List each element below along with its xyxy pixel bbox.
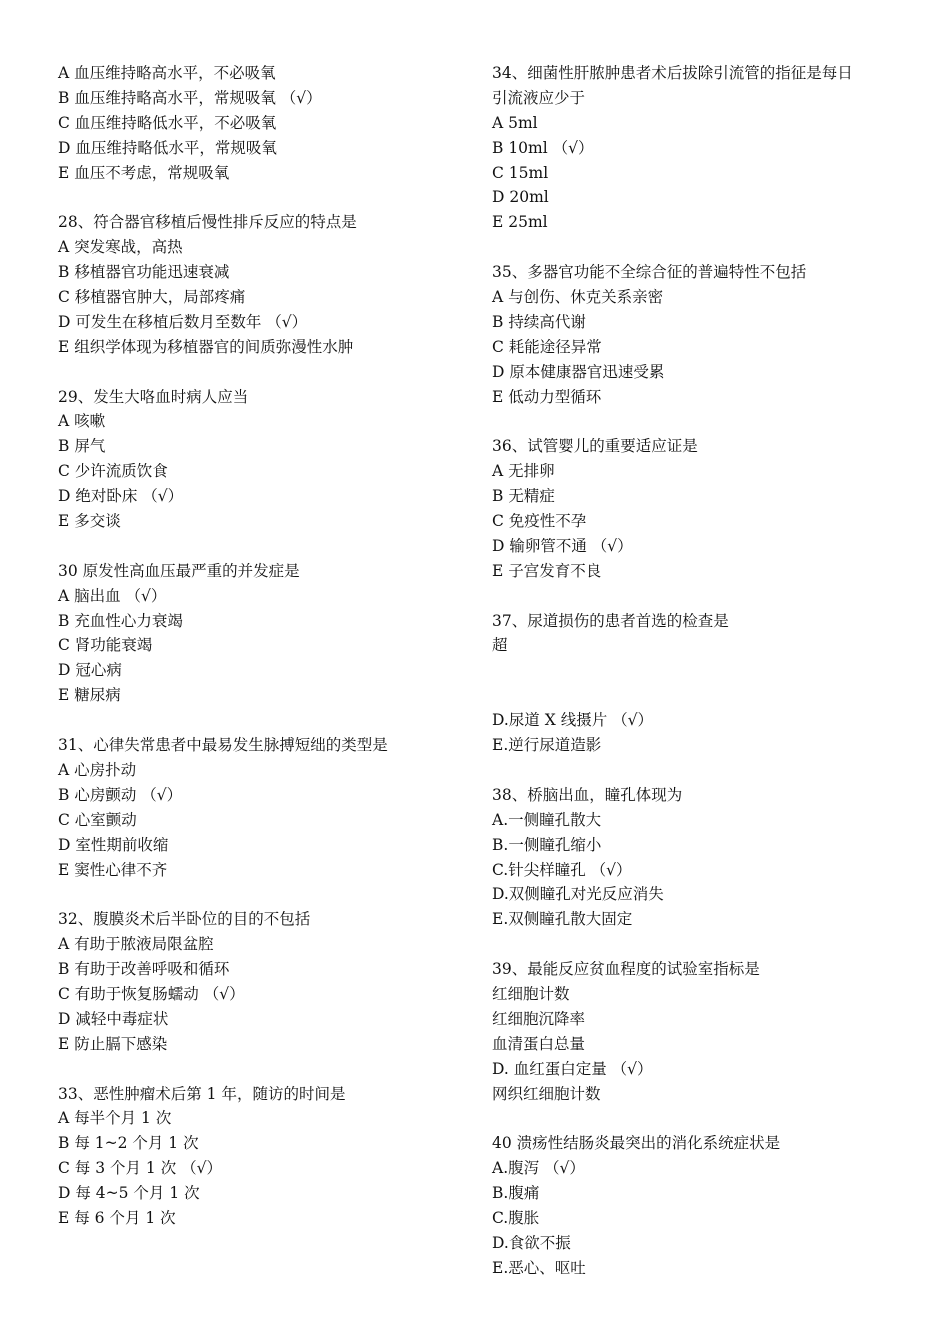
question-line: 32、腹膜炎术后半卧位的目的不包括 xyxy=(58,910,311,929)
question-block xyxy=(492,434,912,583)
question-line: B 充血性心力衰竭 xyxy=(58,611,183,630)
question-block xyxy=(58,1082,468,1231)
question-line: A 脑出血 （√） xyxy=(58,586,167,605)
blank-gap xyxy=(492,658,912,708)
question-line: A 突发寒战，高热 xyxy=(58,238,183,257)
question-line: E.逆行尿道造影 xyxy=(492,736,602,755)
question-line: B 10ml （√） xyxy=(492,138,594,157)
question-line: 39、最能反应贫血程度的试验室指标是 xyxy=(492,960,760,979)
question-line: C 血压维持略低水平，不必吸氧 xyxy=(58,113,277,132)
question-block xyxy=(492,609,912,758)
question-line: 33、恶性肿瘤术后第 1 年，随访的时间是 xyxy=(58,1084,346,1103)
question-line: B 每 1~2 个月 1 次 xyxy=(58,1134,199,1153)
question-line: E 防止膈下感染 xyxy=(58,1034,168,1053)
question-block xyxy=(492,61,912,235)
question-line: C 15ml xyxy=(492,163,549,182)
question-line: D 冠心病 xyxy=(58,661,122,680)
question-line: 引流液应少于 xyxy=(492,88,586,107)
question-line: D 可发生在移植后数月至数年 （√） xyxy=(58,312,308,331)
question-line: 网织红细胞计数 xyxy=(492,1084,601,1103)
question-line: A 有助于脓液局限盆腔 xyxy=(58,935,214,954)
question-line: B 屏气 xyxy=(58,437,106,456)
question-line: D 原本健康器官迅速受累 xyxy=(492,362,665,381)
question-line: D 血压维持略低水平，常规吸氧 xyxy=(58,138,277,157)
question-line: E 血压不考虑，常规吸氧 xyxy=(58,163,230,182)
question-line: 31、心律失常患者中最易发生脉搏短绌的类型是 xyxy=(58,736,388,755)
question-line: D 每 4~5 个月 1 次 xyxy=(58,1184,200,1203)
question-line: A 每半个月 1 次 xyxy=(58,1109,172,1128)
question-line: A 与创伤、休克关系亲密 xyxy=(492,288,664,307)
question-line: B.一侧瞳孔缩小 xyxy=(492,835,602,854)
question-line: D 输卵管不通 （√） xyxy=(492,536,633,555)
question-line: E.恶心、呕吐 xyxy=(492,1258,586,1277)
question-line: B 无精症 xyxy=(492,487,555,506)
question-line: C 肾功能衰竭 xyxy=(58,636,153,655)
question-line: E 子宫发育不良 xyxy=(492,561,602,580)
question-block xyxy=(492,1131,912,1280)
question-block xyxy=(58,559,468,708)
question-line: D.双侧瞳孔对光反应消失 xyxy=(492,885,664,904)
question-line: A 无排卵 xyxy=(492,462,555,481)
question-line: E 多交谈 xyxy=(58,512,121,531)
question-line: C.针尖样瞳孔 （√） xyxy=(492,860,632,879)
question-line: D.食欲不振 xyxy=(492,1233,571,1252)
question-line: A 5ml xyxy=(492,113,538,132)
question-block xyxy=(58,733,468,882)
question-block xyxy=(492,783,912,932)
question-block xyxy=(492,957,912,1106)
question-line: B 血压维持略高水平，常规吸氧 （√） xyxy=(58,88,322,107)
question-line: D 减轻中毒症状 xyxy=(58,1009,169,1028)
question-line: D 20ml xyxy=(492,188,549,207)
question-line: C 耗能途径异常 xyxy=(492,337,602,356)
question-line: 34、细菌性肝脓肿患者术后拔除引流管的指征是每日 xyxy=(492,64,853,82)
right-column xyxy=(492,61,912,1306)
question-line: B 心房颤动 （√） xyxy=(58,785,183,804)
question-block xyxy=(58,210,468,359)
question-line: B.腹痛 xyxy=(492,1184,540,1203)
question-line: A 心房扑动 xyxy=(58,760,137,779)
question-line: 超 xyxy=(492,636,508,655)
question-line: A.一侧瞳孔散大 xyxy=(492,810,602,829)
question-line: C 免疫性不孕 xyxy=(492,512,587,531)
question-line: E 低动力型循环 xyxy=(492,387,602,406)
question-line: E 每 6 个月 1 次 xyxy=(58,1208,176,1227)
question-line: 38、桥脑出血，瞳孔体现为 xyxy=(492,785,683,804)
question-line: D. 血红蛋白定量 （√） xyxy=(492,1059,653,1078)
question-line: 红细胞计数 xyxy=(492,984,570,1003)
question-line: 40 溃疡性结肠炎最突出的消化系统症状是 xyxy=(492,1134,781,1153)
question-line: A 血压维持略高水平，不必吸氧 xyxy=(58,64,276,82)
question-line: A.腹泻 （√） xyxy=(492,1159,585,1178)
question-line: C 心室颤动 xyxy=(58,810,137,829)
question-line: B 移植器官功能迅速衰减 xyxy=(58,263,230,282)
question-line: B 持续高代谢 xyxy=(492,312,586,331)
question-line: 35、多器官功能不全综合征的普遍特性不包括 xyxy=(492,263,807,282)
question-line: 29、发生大咯血时病人应当 xyxy=(58,387,249,406)
question-line: 血清蛋白总量 xyxy=(492,1034,586,1053)
question-block xyxy=(58,61,468,185)
question-line: C.腹胀 xyxy=(492,1208,540,1227)
question-line: A 咳嗽 xyxy=(58,412,106,431)
question-line: E 组织学体现为移植器官的间质弥漫性水肿 xyxy=(58,337,354,356)
question-line: C 移植器官肿大，局部疼痛 xyxy=(58,288,246,307)
question-line: C 每 3 个月 1 次 （√） xyxy=(58,1159,223,1178)
question-line: E.双侧瞳孔散大固定 xyxy=(492,910,633,929)
question-line: 37、尿道损伤的患者首选的检查是 xyxy=(492,611,729,630)
question-line: 28、符合器官移植后慢性排斥反应的特点是 xyxy=(58,213,357,232)
question-block xyxy=(58,907,468,1056)
question-block xyxy=(58,385,468,534)
question-line: 红细胞沉降率 xyxy=(492,1009,586,1028)
question-block xyxy=(492,260,912,409)
question-line: D.尿道 X 线摄片 （√） xyxy=(492,711,653,730)
question-line: 36、试管婴儿的重要适应证是 xyxy=(492,437,698,456)
question-line: D 绝对卧床 （√） xyxy=(58,487,184,506)
question-line: E 25ml xyxy=(492,213,548,232)
question-line: D 室性期前收缩 xyxy=(58,835,169,854)
question-line: E 糖尿病 xyxy=(58,686,121,705)
question-line: 30 原发性高血压最严重的并发症是 xyxy=(58,561,300,580)
question-line: E 窦性心律不齐 xyxy=(58,860,168,879)
question-line: C 少许流质饮食 xyxy=(58,462,168,481)
question-line: B 有助于改善呼吸和循环 xyxy=(58,960,230,979)
question-line: C 有助于恢复肠蠕动 （√） xyxy=(58,984,245,1003)
left-column xyxy=(58,61,468,1256)
